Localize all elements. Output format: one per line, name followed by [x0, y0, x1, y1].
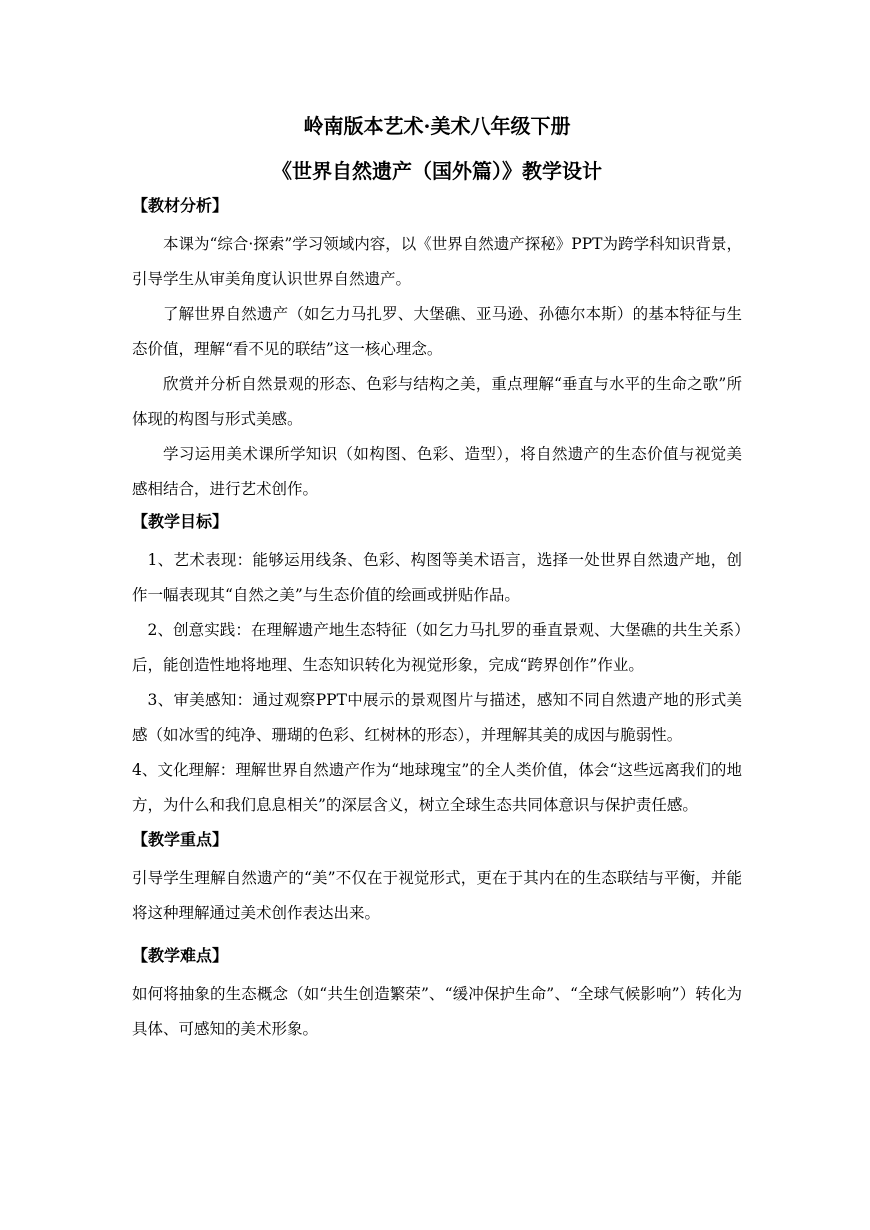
analysis-paragraph: 本课为“综合·探索”学习领域内容，以《世界自然遗产探秘》PPT为跨学科知识背景，引导学生从审美角度认识世界自然遗产。 [132, 235, 742, 288]
key-points-text: 引导学生理解自然遗产的“美”不仅在于视觉形式，更在于其内在的生态联结与平衡，并能将这种理解通过美术创作表达出来。 [132, 869, 742, 922]
difficulties-text: 如何将抽象的生态概念（如“共生创造繁荣”、“缓冲保护生命”、“全球气候影响”）转化为具体、可感知的美术形象。 [132, 985, 742, 1038]
analysis-paragraph: 学习运用美术课所学知识（如构图、色彩、造型），将自然遗产的生态价值与视觉美感相结合，进行艺术创作。 [132, 445, 742, 498]
objective-item: 1、艺术表现：能够运用线条、色彩、构图等美术语言，选择一处世界自然遗产地，创作一幅表现其“自然之美”与生态价值的绘画或拼贴作品。 [132, 551, 742, 604]
analysis-paragraph: 欣赏并分析自然景观的形态、色彩与结构之美，重点理解“垂直与水平的生命之歌”所体现的构图与形式美感。 [132, 375, 742, 428]
document-title-line2: 《世界自然遗产（国外篇）》教学设计 [272, 159, 602, 183]
section-heading-analysis: 【教材分析】 [132, 196, 229, 215]
section-heading-difficulties: 【教学难点】 [132, 946, 229, 965]
objective-item: 2、创意实践：在理解遗产地生态特征（如乞力马扎罗的垂直景观、大堡礁的共生关系）后，能创造性地将地理、生态知识转化为视觉形象，完成“跨界创作”作业。 [132, 621, 742, 674]
objective-item: 3、审美感知：通过观察PPT中展示的景观图片与描述，感知不同自然遗产地的形式美感（如冰雪的纯净、珊瑚的色彩、红树林的形态），并理解其美的成因与脆弱性。 [132, 691, 742, 744]
document-title-line1: 岭南版本艺术·美术八年级下册 [303, 114, 571, 138]
section-heading-key-points: 【教学重点】 [132, 830, 229, 849]
analysis-paragraph: 了解世界自然遗产（如乞力马扎罗、大堡礁、亚马逊、孙德尔本斯）的基本特征与生态价值，理解“看不见的联结”这一核心理念。 [132, 305, 742, 358]
document-body [132, 112, 742, 1047]
section-heading-objectives: 【教学目标】 [132, 512, 229, 531]
objective-item: 4、文化理解：理解世界自然遗产作为“地球瑰宝”的全人类价值，体会“这些远离我们的地方，为什么和我们息息相关”的深层含义，树立全球生态共同体意识与保护责任感。 [132, 761, 742, 814]
